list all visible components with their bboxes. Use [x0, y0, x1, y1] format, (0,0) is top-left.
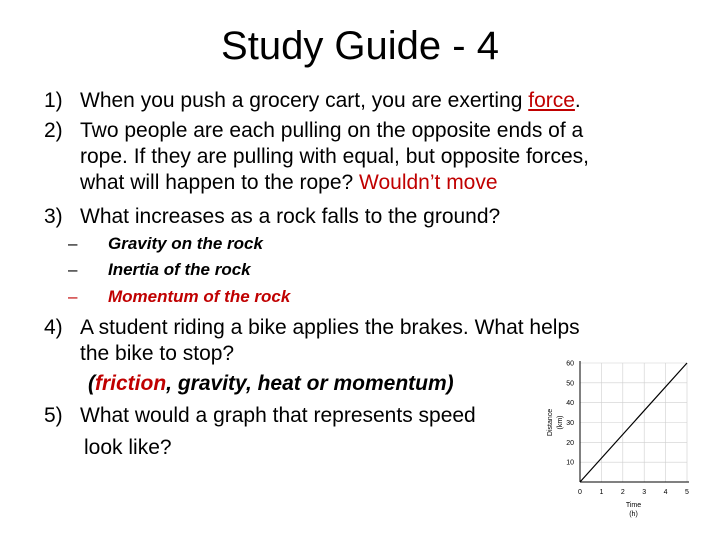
question-number: 1) [44, 89, 63, 112]
page-title: Study Guide - 4 [221, 24, 499, 68]
y-tick-label: 50 [566, 380, 574, 388]
y-tick-label: 20 [566, 439, 574, 447]
separator: , [245, 372, 258, 395]
question-line-2: look like? [84, 436, 172, 459]
x-tick-label: 2 [620, 489, 625, 496]
choice-gravity: gravity [177, 372, 246, 395]
option-text: Inertia of the rock [108, 260, 251, 279]
question-text: When you push a grocery cart, you are exerting [80, 89, 529, 112]
paren-close: ) [446, 372, 454, 395]
x-tick-label: 4 [663, 489, 668, 496]
x-tick-label: 5 [685, 489, 689, 496]
y-tick-label: 10 [566, 459, 574, 467]
question-number: 3) [44, 205, 63, 228]
option-text: Momentum of the rock [108, 287, 291, 306]
choice-heat: heat [257, 372, 301, 395]
distance-time-graph [540, 355, 710, 527]
x-tick-label: 0 [578, 489, 582, 496]
x-tick-label: 3 [642, 489, 647, 496]
choice-momentum: momentum [333, 372, 447, 395]
question-line-2: rope. If they are pulling with equal, but opposite forces, [80, 145, 589, 168]
question-line-1: A student riding a bike applies the brakes. What helps [80, 316, 580, 339]
question-number: 2) [44, 119, 63, 142]
answer-choices [88, 371, 454, 397]
y-tick-label: 30 [566, 420, 574, 427]
answer-force: force [528, 89, 575, 112]
option-dash: – [68, 287, 78, 306]
y-tick-label: 40 [566, 400, 574, 408]
y-axis-label: Distance [547, 408, 554, 437]
question-number: 5) [44, 404, 63, 427]
separator: , [166, 372, 178, 395]
question-line-1: Two people are each pulling on the opposite ends of a [80, 119, 584, 142]
question-line-3: what will happen to the rope? [80, 171, 360, 194]
option-dash: – [68, 234, 78, 253]
question-text: What increases as a rock falls to the ground? [80, 205, 501, 228]
answer-wouldnt-move: Wouldn’t move [359, 171, 498, 194]
y-axis-unit: (km) [557, 415, 564, 430]
y-tick-label: 60 [566, 360, 574, 368]
x-axis-label: Time [625, 502, 642, 509]
x-axis-unit: (h) [629, 511, 638, 518]
separator-or: or [300, 372, 334, 395]
choice-friction: friction [95, 372, 167, 395]
x-tick-label: 1 [599, 489, 604, 496]
paren-open: ( [88, 372, 95, 395]
question-line-1: What would a graph that represents speed [80, 404, 476, 427]
question-line-2: the bike to stop? [80, 342, 235, 365]
question-number: 4) [44, 316, 63, 339]
option-text: Gravity on the rock [108, 234, 263, 253]
question-end: . [574, 89, 581, 112]
option-dash: – [68, 260, 78, 279]
